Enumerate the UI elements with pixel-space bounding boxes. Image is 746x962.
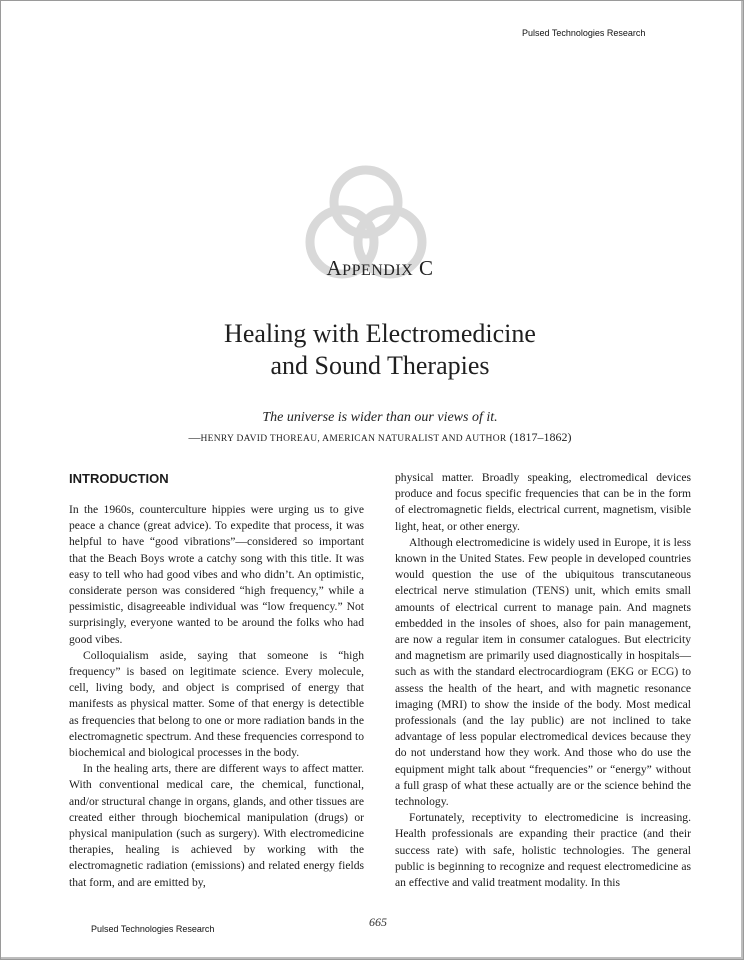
running-footer: Pulsed Technologies Research [91, 924, 215, 934]
running-header: Pulsed Technologies Research [522, 28, 646, 38]
appendix-label [0, 256, 746, 281]
chapter-title [0, 318, 746, 382]
paragraph: Colloquialism aside, saying that someone is “high frequency” is based on legitimate science. Every molecule, cell, living body, and object is comprised of energy that manifests as physical matter. Some of that energy is detectible as frequencies that belong to one or more radiation bands in the electromagnetic spectrum. And these frequencies correspond to biochemical and biological processes in the body. [69, 648, 364, 760]
paragraph: In the healing arts, there are different ways to affect matter. With conventional medical care, the chemical, functional, and/or structural change in organs, glands, and other tissues are created either through biochemical manipulation (drugs) or physical manipulation (such as surgery). With electromedicine therapies, healing is achieved by working with the electromagnetic radiation (emissions) and related energy fields that form, and are emitted by, [69, 762, 364, 889]
paragraph: In the 1960s, counterculture hippies were urging us to give peace a chance (great advice). To expedite that process, it was helpful to have “good vibrations”—considered so important that the Beach Boys wrote a catchy song with this title. It was easy to tell who had good vibes and who didn’t. An optimistic, considerate person was considered “high frequency,” while a pessimistic, disagreeable individual was “low frequency.” Not surprisingly, everyone wanted to be around the folks who had good vibes. [69, 503, 364, 646]
appendix-letter: C [418, 256, 434, 280]
page-number: 665 [369, 915, 387, 929]
chapter-title-line-1: Healing with Electromedicine [224, 319, 536, 348]
attribution-author: HENRY DAVID THOREAU, AMERICAN NATURALIST AND AUTHOR [200, 434, 507, 444]
epigraph-quote: The universe is wider than our views of it. [262, 410, 498, 425]
left-column [69, 502, 364, 891]
right-column [395, 470, 691, 891]
paragraph: Although electromedicine is widely used in Europe, it is less known in the United States. Few people in developed countries would question the use of the ubiquitous transcutaneous electrical nerve stimulation (TENS) unit, which emits small amounts of electrical current to manage pain. And magnets embedded in the insoles of shoes, also for pain management, are now a regular item in consumer catalogues. But electricity and magnetism are primarily used diagnostically in hospitals—such as with the standard electrocardiogram (EKG or ECG) to assess the health of the heart, and with magnetic resonance imaging (MRI) to show the inside of the body. Most medical professionals (and the lay public) are not inclined to take advantage of less popular electromedical devices because they do not understand how they work. And those who do use the equipment might talk about “frequencies” or “energy” without a full grasp of what these actually are or the science behind the technology. [395, 535, 691, 809]
paragraph: Fortunately, receptivity to electromedicine is increasing. Health professionals are expanding their practice (and their success rate) with safe, holistic technologies. The general public is beginning to recognize and request electromedicine as an effective and valid treatment modality. In this [395, 811, 691, 890]
chapter-title-line-2: and Sound Therapies [270, 351, 490, 380]
attribution-dash: — [188, 430, 201, 444]
appendix-word: APPENDIX [326, 256, 414, 280]
attribution-years: (1817–1862) [509, 430, 572, 444]
section-heading: INTRODUCTION [69, 471, 169, 486]
paragraph: physical matter. Broadly speaking, electromedical devices produce and focus specific frequencies that can be in the form of electromagnetic fields, electrical current, magnetism, visible light, heat, or other energy. [395, 471, 691, 533]
epigraph-attribution [0, 430, 746, 445]
